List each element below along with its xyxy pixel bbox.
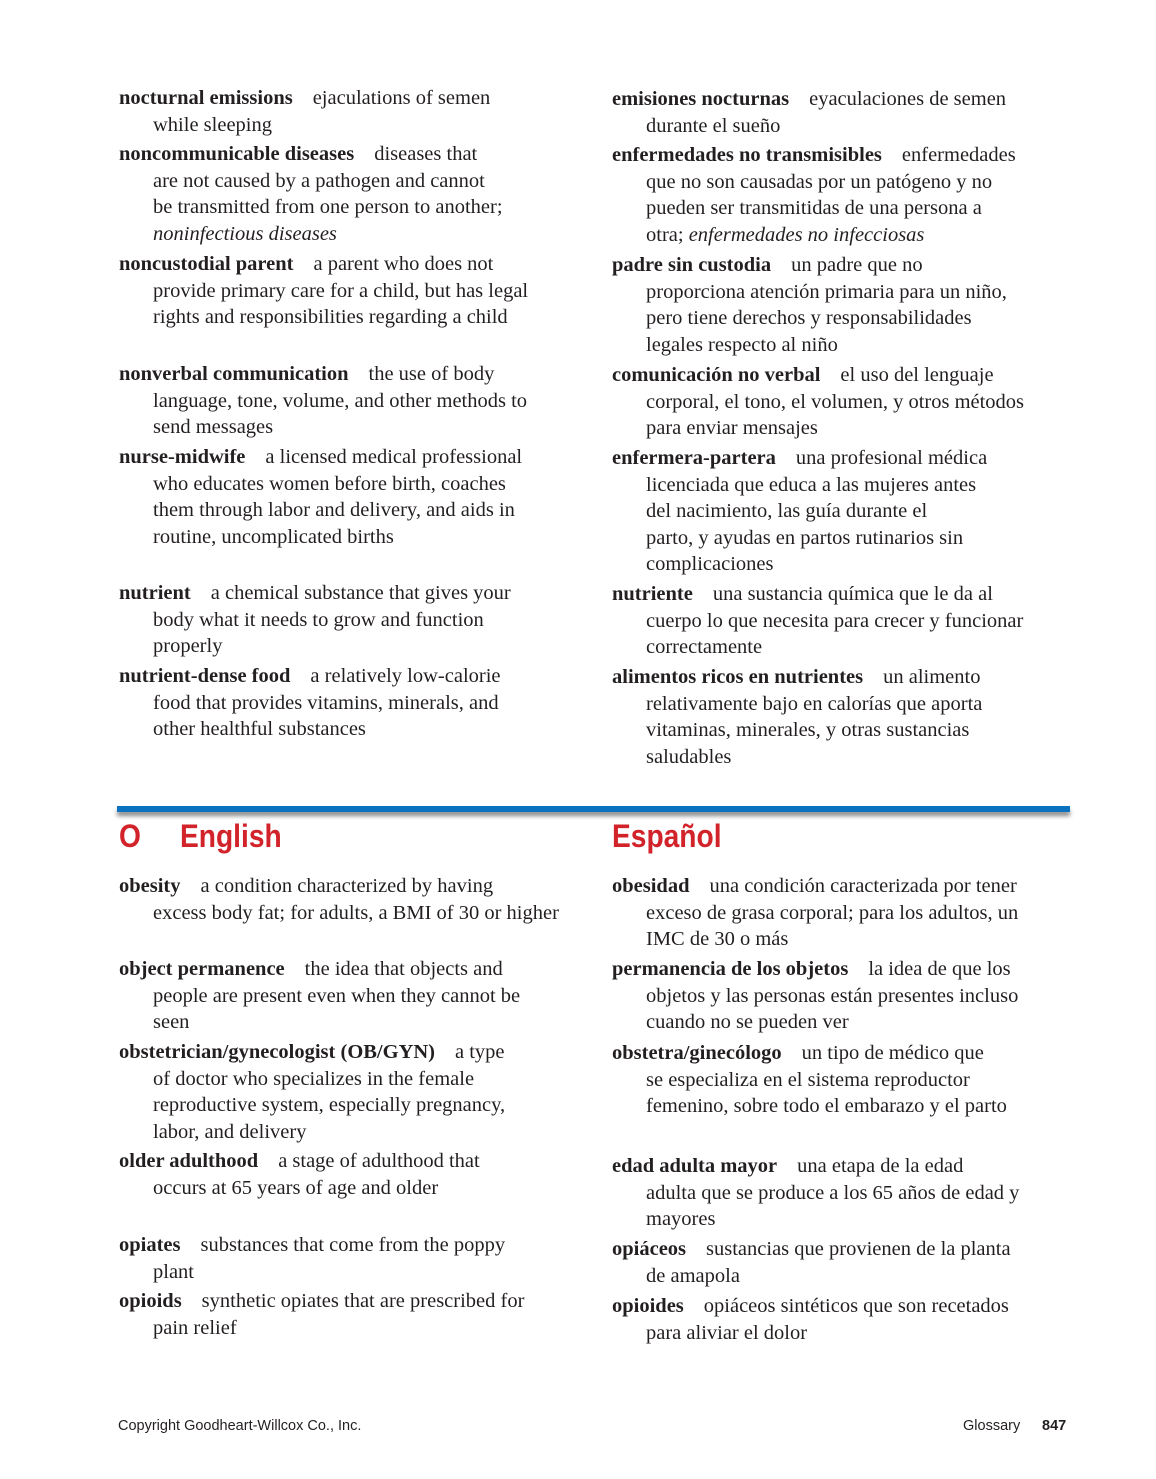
definition-text: enfermedades — [901, 144, 1016, 166]
definition-line — [119, 607, 589, 634]
definition-line — [612, 1236, 1082, 1263]
glossary-term: emisiones nocturnas — [612, 88, 790, 110]
definition-text: pain relief — [153, 1316, 237, 1339]
definition-line — [119, 141, 589, 168]
definition-line — [119, 873, 589, 900]
glossary-term: nutriente — [612, 583, 693, 605]
definition-text: rights and responsibilities regarding a child — [153, 306, 508, 328]
definition-line — [119, 85, 589, 112]
definition-text: corporal, el tono, el volumen, y otros métodos — [646, 390, 1025, 413]
definition-text: a licensed medical professional — [265, 446, 523, 468]
definition-line — [119, 716, 589, 743]
glossary-term: obesidad — [612, 875, 690, 897]
definition-line — [119, 1232, 589, 1259]
definition-text: una condición caracterizada por tener — [709, 875, 1017, 897]
glossary-term: nonverbal communication — [119, 363, 349, 385]
definition-text: body what it needs to grow and function — [153, 608, 484, 631]
glossary-term: alimentos ricos en nutrientes — [612, 666, 864, 688]
glossary-entry — [119, 1039, 589, 1145]
definition-line — [119, 690, 589, 717]
definition-text: cuerpo lo que necesita para crecer y funcionar — [646, 609, 1024, 632]
definition-text: a chemical substance that gives your — [210, 582, 511, 604]
glossary-term: noncommunicable diseases — [119, 143, 355, 165]
glossary-term: obesity — [119, 875, 181, 897]
glossary-entry — [119, 663, 589, 743]
definition-line — [612, 873, 1082, 900]
definition-text: a stage of adulthood that — [278, 1150, 480, 1172]
glossary-term: opioids — [119, 1290, 182, 1312]
definition-text: diseases that — [374, 143, 478, 165]
definition-text: la idea de que los — [868, 958, 1011, 980]
definition-line — [612, 362, 1082, 389]
glossary-entry — [119, 444, 589, 550]
glossary-entry — [119, 361, 589, 441]
glossary-entry — [119, 873, 589, 926]
definition-text: de amapola — [646, 1264, 740, 1287]
definition-line — [119, 497, 589, 524]
definition-line — [119, 361, 589, 388]
definition-text: labor, and delivery — [153, 1120, 307, 1143]
definition-text: substances that come from the poppy — [200, 1234, 506, 1256]
section-heading-english: English — [180, 818, 282, 854]
definition-text: el uso del lenguaje — [840, 364, 994, 386]
definition-text: que no son causadas por un patógeno y no — [646, 170, 993, 193]
glossary-entry — [612, 1153, 1082, 1233]
glossary-term: obstetra/ginecólogo — [612, 1042, 782, 1064]
copyright: Copyright Goodheart-Willcox Co., Inc. — [118, 1418, 362, 1434]
definition-text: un padre que no — [791, 254, 923, 276]
definition-text: un alimento — [883, 666, 981, 688]
section-letter: O — [119, 818, 141, 854]
definition-line — [119, 1039, 589, 1066]
definition-line — [119, 304, 589, 331]
definition-text: adulta que se produce a los 65 años de edad y — [646, 1181, 1020, 1204]
glossary-term: nutrient-dense food — [119, 665, 291, 687]
page-number: 847 — [1042, 1418, 1067, 1434]
definition-text: occurs at 65 years of age and older — [153, 1176, 439, 1199]
definition-text: parto, y ayudas en partos rutinarios sin — [646, 526, 964, 549]
definition-text: synthetic opiates that are prescribed for — [201, 1290, 525, 1312]
definition-text: una profesional médica — [795, 447, 988, 469]
definition-text: otra; — [646, 223, 689, 246]
definition-line — [119, 1315, 589, 1342]
running-footer-section: Glossary — [963, 1418, 1021, 1434]
definition-line — [612, 1153, 1082, 1180]
glossary-entry — [612, 86, 1082, 139]
definition-line — [612, 664, 1082, 691]
glossary-term: nocturnal emissions — [119, 87, 293, 109]
definition-text: the idea that objects and — [304, 958, 503, 980]
definition-line — [612, 1320, 1082, 1347]
definition-text: se especializa en el sistema reproductor — [646, 1068, 970, 1091]
glossary-term: enfermedades no transmisibles — [612, 144, 882, 166]
definition-text: food that provides vitamins, minerals, and — [153, 691, 499, 714]
definition-line — [612, 1263, 1082, 1290]
definition-line — [612, 926, 1082, 953]
definition-text: a condition characterized by having — [200, 875, 494, 897]
definition-text: sustancias que provienen de la planta — [706, 1238, 1011, 1260]
glossary-entry — [119, 956, 589, 1036]
definition-text: cuando no se pueden ver — [646, 1011, 849, 1033]
definition-line — [612, 525, 1082, 552]
definition-line — [119, 112, 589, 139]
definition-text: send messages — [153, 416, 274, 438]
definition-line — [119, 221, 589, 248]
definition-text: proporciona atención primaria para un niño, — [646, 280, 1007, 303]
definition-line — [612, 1040, 1082, 1067]
definition-line — [612, 445, 1082, 472]
definition-text: para aliviar el dolor — [646, 1321, 808, 1344]
definition-text: opiáceos sintéticos que son recetados — [703, 1295, 1009, 1317]
glossary-entry — [612, 142, 1082, 248]
glossary-entry — [612, 445, 1082, 578]
definition-text: legales respecto al niño — [646, 333, 838, 356]
glossary-term: nutrient — [119, 582, 191, 604]
definition-text: are not caused by a pathogen and cannot — [153, 169, 485, 192]
glossary-term: noncustodial parent — [119, 253, 294, 275]
definition-line — [612, 956, 1082, 983]
glossary-term: opiates — [119, 1234, 181, 1256]
definition-text: routine, uncomplicated births — [153, 525, 394, 548]
glossary-entry — [119, 1148, 589, 1201]
definition-text: licenciada que educa a las mujeres antes — [646, 473, 977, 496]
definition-line — [612, 389, 1082, 416]
definition-line — [119, 1148, 589, 1175]
definition-text: people are present even when they cannot be — [153, 984, 521, 1007]
definition-line — [119, 471, 589, 498]
glossary-term: older adulthood — [119, 1150, 259, 1172]
definition-text: the use of body — [368, 363, 495, 385]
definition-line — [119, 1288, 589, 1315]
definition-text: pero tiene derechos y responsabilidades — [646, 307, 972, 329]
definition-text: una sustancia química que le da al — [712, 583, 993, 605]
definition-line — [612, 498, 1082, 525]
definition-line — [119, 278, 589, 305]
glossary-entry — [612, 1040, 1082, 1120]
definition-line — [612, 691, 1082, 718]
definition-text: un tipo de médico que — [801, 1042, 984, 1064]
definition-text: durante el sueño — [646, 114, 781, 137]
glossary-term: obstetrician/gynecologist (OB/GYN) — [119, 1041, 436, 1063]
glossary-entry — [119, 85, 589, 138]
definition-text: correctamente — [646, 636, 763, 658]
definition-line — [612, 472, 1082, 499]
glossary-term: opioides — [612, 1295, 684, 1317]
definition-line — [119, 1259, 589, 1286]
glossary-entry — [119, 1288, 589, 1341]
definition-text: reproductive system, especially pregnancy, — [153, 1094, 506, 1116]
definition-text: saludables — [646, 745, 732, 768]
definition-line — [612, 1293, 1082, 1320]
glossary-entry — [119, 1232, 589, 1285]
definition-line — [612, 717, 1082, 744]
synonym-term: enfermedades no infecciosas — [688, 223, 925, 246]
definition-text: del nacimiento, las guía durante el — [646, 500, 928, 522]
definition-text: para enviar mensajes — [646, 417, 818, 439]
glossary-entry — [612, 362, 1082, 442]
definition-text: language, tone, volume, and other methods to — [153, 389, 528, 412]
definition-text: who educates women before birth, coaches — [153, 472, 506, 495]
definition-text: properly — [153, 635, 223, 657]
definition-line — [119, 388, 589, 415]
definition-line — [612, 222, 1082, 249]
definition-line — [119, 983, 589, 1010]
definition-line — [612, 1093, 1082, 1120]
definition-line — [612, 252, 1082, 279]
definition-line — [612, 1206, 1082, 1233]
definition-text: una etapa de la edad — [797, 1155, 964, 1177]
definition-line — [119, 444, 589, 471]
definition-text: complicaciones — [646, 553, 774, 575]
glossary-entry — [612, 581, 1082, 661]
definition-line — [612, 305, 1082, 332]
glossary-entry — [119, 141, 589, 247]
definition-line — [119, 194, 589, 221]
definition-line — [119, 251, 589, 278]
definition-line — [612, 1009, 1082, 1036]
definition-line — [612, 142, 1082, 169]
glossary-entry — [119, 251, 589, 331]
definition-line — [612, 415, 1082, 442]
definition-line — [119, 168, 589, 195]
definition-text: pueden ser transmitidas de una persona a — [646, 197, 982, 219]
definition-line — [119, 1175, 589, 1202]
glossary-entry — [612, 252, 1082, 358]
glossary-entry — [119, 580, 589, 660]
definition-text: a relatively low-calorie — [310, 665, 501, 687]
definition-line — [612, 1180, 1082, 1207]
definition-text: provide primary care for a child, but has legal — [153, 279, 529, 302]
definition-line — [119, 1092, 589, 1119]
definition-text: them through labor and delivery, and aids in — [153, 499, 515, 521]
definition-text: exceso de grasa corporal; para los adultos, un — [646, 901, 1019, 924]
glossary-term: enfermera-partera — [612, 447, 776, 469]
definition-text: ejaculations of semen — [312, 87, 491, 109]
definition-line — [612, 86, 1082, 113]
definition-line — [119, 663, 589, 690]
glossary-term: comunicación no verbal — [612, 364, 821, 386]
definition-line — [119, 1119, 589, 1146]
definition-line — [612, 279, 1082, 306]
glossary-term: opiáceos — [612, 1238, 687, 1260]
definition-text: other healthful substances — [153, 718, 366, 740]
definition-line — [612, 195, 1082, 222]
definition-text: of doctor who specializes in the female — [153, 1067, 475, 1090]
definition-line — [612, 551, 1082, 578]
definition-line — [119, 900, 589, 927]
glossary-entry — [612, 664, 1082, 770]
section-heading-spanish: Español — [612, 818, 722, 854]
definition-line — [119, 414, 589, 441]
glossary-entry — [612, 1293, 1082, 1346]
definition-text: vitaminas, minerales, y otras sustancias — [646, 719, 970, 741]
definition-text: plant — [153, 1260, 194, 1283]
definition-line — [612, 634, 1082, 661]
definition-line — [119, 956, 589, 983]
definition-text: a parent who does not — [313, 253, 494, 275]
definition-line — [119, 1009, 589, 1036]
definition-line — [612, 1067, 1082, 1094]
definition-line — [119, 1066, 589, 1093]
definition-line — [119, 580, 589, 607]
definition-line — [612, 744, 1082, 771]
definition-text: relativamente bajo en calorías que aporta — [646, 692, 983, 715]
definition-text: mayores — [646, 1208, 716, 1230]
glossary-entry — [612, 873, 1082, 953]
definition-line — [612, 169, 1082, 196]
definition-text: eyaculaciones de semen — [809, 88, 1007, 110]
glossary-term: object permanence — [119, 958, 285, 980]
definition-text: a type — [455, 1041, 505, 1063]
glossary-term: permanencia de los objetos — [612, 958, 849, 980]
glossary-entry — [612, 956, 1082, 1036]
definition-text: IMC de 30 o más — [646, 928, 789, 950]
definition-text: seen — [153, 1011, 190, 1033]
glossary-term: edad adulta mayor — [612, 1155, 778, 1177]
definition-line — [612, 900, 1082, 927]
definition-text: femenino, sobre todo el embarazo y el parto — [646, 1095, 1007, 1117]
definition-text: objetos y las personas están presentes incluso — [646, 984, 1019, 1007]
glossary-term: nurse-midwife — [119, 446, 246, 468]
definition-line — [119, 524, 589, 551]
definition-line — [612, 581, 1082, 608]
definition-text: excess body fat; for adults, a BMI of 30 or higher — [153, 901, 559, 924]
definition-line — [612, 332, 1082, 359]
section-divider — [117, 806, 1070, 812]
definition-text: be transmitted from one person to another; — [153, 196, 503, 218]
glossary-entry — [612, 1236, 1082, 1289]
definition-line — [612, 113, 1082, 140]
synonym-term: noninfectious diseases — [153, 222, 337, 245]
definition-line — [119, 633, 589, 660]
definition-text: while sleeping — [153, 113, 272, 136]
glossary-term: padre sin custodia — [612, 254, 772, 276]
definition-line — [612, 608, 1082, 635]
definition-line — [612, 983, 1082, 1010]
